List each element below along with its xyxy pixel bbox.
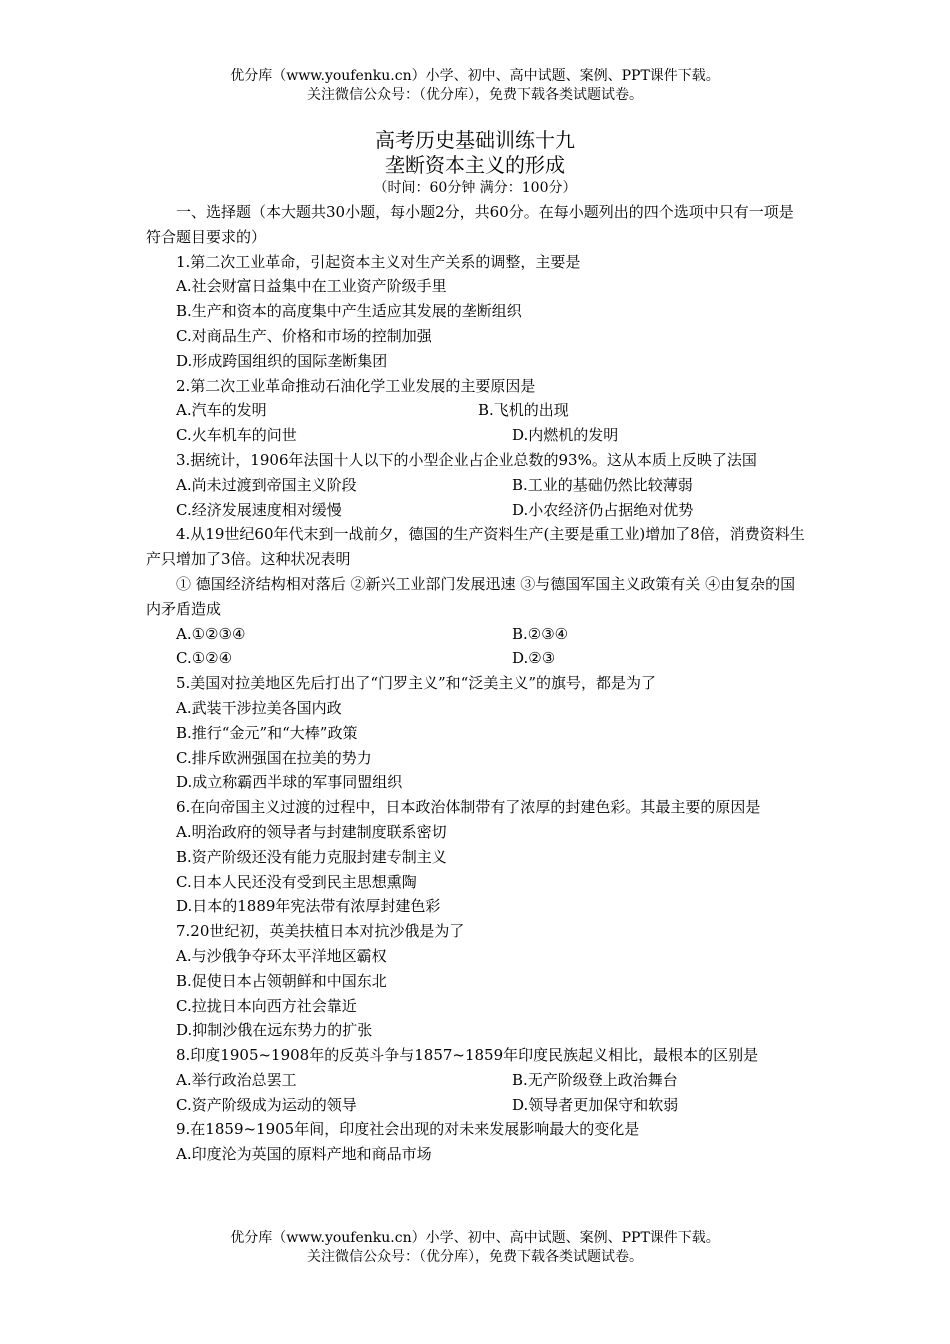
q3-option-b: B.工业的基础仍然比较薄弱	[512, 475, 693, 494]
q5-option-c: C.排斥欧洲强国在拉美的势力	[176, 748, 372, 767]
q2-options-row-1	[146, 398, 806, 423]
q6-option-d: D.日本的1889年宪法带有浓厚封建色彩	[176, 897, 441, 916]
q4-options-row-1	[146, 622, 806, 647]
q1-option-b: B.生产和资本的高度集中产生适应其发展的垄断组织	[176, 302, 522, 321]
q1-option-d: D.形成跨国组织的国际垄断集团	[176, 351, 388, 370]
q4-options-row-2	[146, 646, 806, 671]
q2-options-row-2	[146, 423, 806, 448]
q3-options-row-1	[146, 473, 806, 498]
page-footer	[0, 1229, 950, 1267]
q7-stem: 7.20世纪初，英美扶植日本对抗沙俄是为了	[176, 922, 465, 941]
q6-stem: 6.在向帝国主义过渡的过程中，日本政治体制带有了浓厚的封建色彩。其最主要的原因是	[176, 798, 761, 817]
q9-stem: 9.在1859~1905年间，印度社会出现的对未来发展影响最大的变化是	[176, 1120, 640, 1139]
q2-option-c: C.火车机车的问世	[176, 426, 297, 445]
q4-option-c: C.①②④	[176, 649, 233, 668]
footer-line-2: 关注微信公众号：（优分库），免费下载各类试题试卷。	[307, 1249, 643, 1265]
q9-option-a: A.印度沦为英国的原料产地和商品市场	[176, 1145, 432, 1164]
q8-stem: 8.印度1905~1908年的反英斗争与1857~1859年印度民族起义相比，最根本的区别是	[176, 1046, 759, 1065]
q4-stem: 4.从19世纪60年代末到一战前夕，德国的生产资料生产(主要是重工业)增加了8倍，消费资料生产只增加了3倍。这种状况表明	[146, 525, 805, 569]
q8-option-c: C.资产阶级成为运动的领导	[176, 1095, 357, 1114]
q8-option-a: A.举行政治总罢工	[176, 1070, 297, 1089]
exam-meta: （时间：60分钟 满分：100分）	[373, 180, 577, 196]
page-header	[0, 67, 950, 105]
q4-option-d: D.②③	[512, 649, 556, 668]
q3-option-d: D.小农经济仍占据绝对优势	[512, 500, 694, 519]
header-line-1: 优分库（www.youfenku.cn）小学、初中、高中试题、案例、PPT课件下载。	[230, 68, 720, 84]
q1-option-c: C.对商品生产、价格和市场的控制加强	[176, 326, 432, 345]
q6-option-b: B.资产阶级还没有能力克服封建专制主义	[176, 847, 447, 866]
document-subtitle: 垄断资本主义的形成	[385, 153, 565, 177]
q1-option-a: A.社会财富日益集中在工业资产阶级手里	[176, 277, 447, 296]
q2-option-a: A.汽车的发明	[176, 401, 267, 420]
q8-option-b: B.无产阶级登上政治舞台	[512, 1070, 678, 1089]
header-line-2: 关注微信公众号：（优分库），免费下载各类试题试卷。	[307, 87, 643, 103]
q5-stem: 5.美国对拉美地区先后打出了“门罗主义”和“泛美主义”的旗号，都是为了	[176, 674, 656, 693]
q4-option-b: B.②③④	[512, 624, 569, 643]
q5-option-d: D.成立称霸西半球的军事同盟组织	[176, 773, 403, 792]
q6-option-a: A.明治政府的领导者与封建制度联系密切	[176, 822, 447, 841]
q2-option-d: D.内燃机的发明	[512, 426, 619, 445]
q8-options-row-2	[146, 1093, 806, 1118]
q8-option-d: D.领导者更加保守和软弱	[512, 1095, 679, 1114]
q3-stem: 3.据统计，1906年法国十人以下的小型企业占企业总数的93%。这从本质上反映了法国	[176, 450, 757, 469]
q3-option-c: C.经济发展速度相对缓慢	[176, 500, 342, 519]
document-title: 高考历史基础训练十九	[375, 128, 575, 152]
q7-option-d: D.抑制沙俄在远东势力的扩张	[176, 1021, 373, 1040]
q1-stem: 1.第二次工业革命，引起资本主义对生产关系的调整，主要是	[176, 252, 581, 271]
q3-options-row-2	[146, 498, 806, 523]
q7-option-c: C.拉拢日本向西方社会靠近	[176, 996, 357, 1015]
q5-option-b: B.推行“金元”和“大棒”政策	[176, 723, 358, 742]
q8-options-row-1	[146, 1068, 806, 1093]
q3-option-a: A.尚未过渡到帝国主义阶段	[176, 475, 357, 494]
section-intro: 一、选择题（本大题共30小题，每小题2分，共60分。在每小题列出的四个选项中只有一项是符合题目要求的）	[146, 203, 794, 246]
q2-option-b: B.飞机的出现	[478, 401, 569, 420]
q4-items: ① 德国经济结构相对落后 ②新兴工业部门发展迅速 ③与德国军国主义政策有关 ④由复杂的国内矛盾造成	[146, 574, 796, 618]
question-content	[146, 200, 806, 1167]
footer-line-1: 优分库（www.youfenku.cn）小学、初中、高中试题、案例、PPT课件下载。	[230, 1230, 720, 1246]
q4-option-a: A.①②③④	[176, 624, 246, 643]
q6-option-c: C.日本人民还没有受到民主思想熏陶	[176, 872, 417, 891]
q7-option-b: B.促使日本占领朝鲜和中国东北	[176, 971, 387, 990]
q5-option-a: A.武装干涉拉美各国内政	[176, 698, 342, 717]
q7-option-a: A.与沙俄争夺环太平洋地区霸权	[176, 946, 387, 965]
q2-stem: 2.第二次工业革命推动石油化学工业发展的主要原因是	[176, 376, 536, 395]
